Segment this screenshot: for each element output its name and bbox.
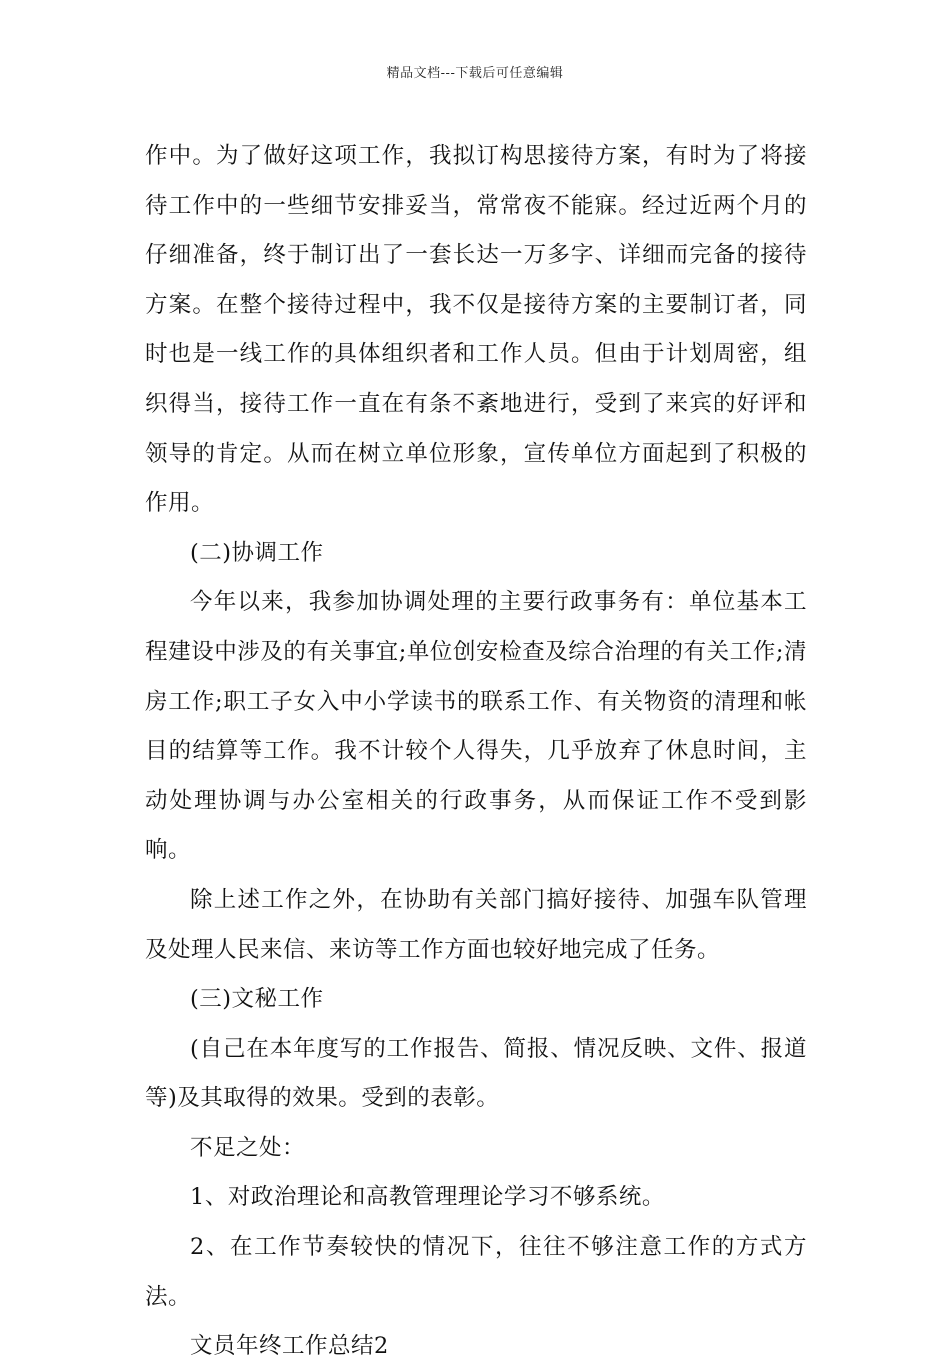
- page-header: 精品文档---下载后可任意编辑: [386, 66, 564, 81]
- document-body: [145, 132, 807, 1372]
- paragraph-other-work: 除上述工作之外，在协助有关部门搞好接待、加强车队管理及处理人民来信、来访等工作方面也较好地完成了任务。: [145, 886, 807, 963]
- next-section-title: 文员年终工作总结2: [190, 1333, 389, 1360]
- shortcomings-title: 不足之处：: [190, 1134, 306, 1161]
- shortcoming-item-1: 1、对政治理论和高教管理理论学习不够系统。: [190, 1184, 665, 1211]
- paragraph-coordination-work: 今年以来，我参加协调处理的主要行政事务有：单位基本工程建设中涉及的有关事宜;单位创安检查及综合治理的有关工作;清房工作;职工子女入中小学读书的联系工作、有关物资的清理和帐目的结算等工作。我不计较个人得失，几乎放弃了休息时间，主动处理协调与办公室相关的行政事务，从而保证工作不受到影响。: [145, 589, 807, 864]
- shortcoming-item-2: 2、在工作节奏较快的情况下，往往不够注意工作的方式方法。: [145, 1234, 807, 1310]
- paragraph-reception-work: 作中。为了做好这项工作，我拟订构思接待方案，有时为了将接待工作中的一些细节安排妥当，常常夜不能寐。经过近两个月的仔细准备，终于制订出了一套长达一万多字、详细而完备的接待方案。在整个接待过程中，我不仅是接待方案的主要制订者，同时也是一线工作的具体组织者和工作人员。但由于计划周密，组织得当，接待工作一直在有条不紊地进行，受到了来宾的好评和领导的肯定。从而在树立单位形象，宣传单位方面起到了积极的作用。: [145, 143, 807, 517]
- section-heading-secretarial: (三)文秘工作: [190, 986, 324, 1013]
- paragraph-secretarial-work: (自己在本年度写的工作报告、简报、情况反映、文件、报道等)及其取得的效果。受到的表彰。: [145, 1035, 807, 1112]
- section-heading-coordination: (二)协调工作: [190, 539, 324, 566]
